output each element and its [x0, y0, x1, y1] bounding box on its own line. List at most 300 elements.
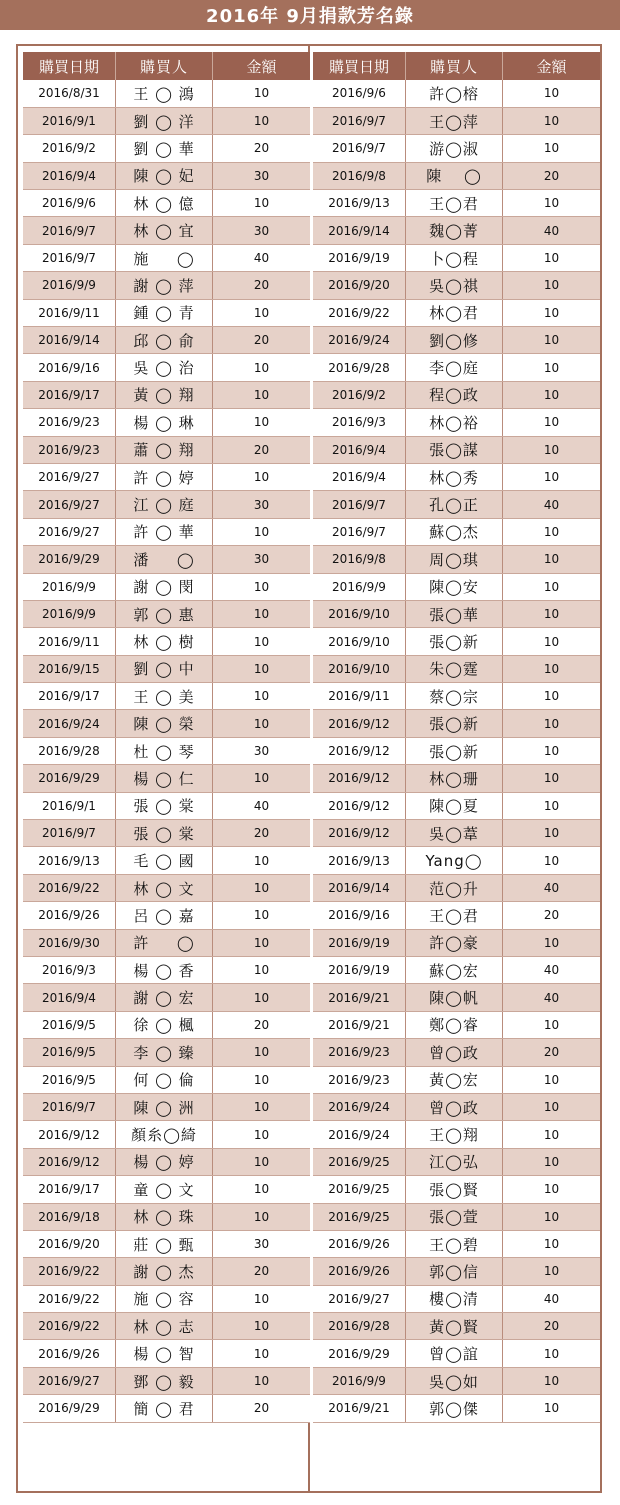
amount-cell: 10	[503, 327, 601, 354]
amount-cell: 10	[213, 573, 311, 600]
table-row	[23, 765, 310, 792]
table-row	[313, 217, 600, 244]
table-row	[23, 655, 310, 682]
donor-cell: 王◯君	[406, 902, 503, 929]
amount-cell: 10	[213, 847, 311, 874]
table-row	[23, 1258, 310, 1285]
table-row	[313, 1340, 600, 1367]
donor-cell: Yang◯	[406, 847, 503, 874]
date-cell: 2016/9/29	[23, 546, 116, 573]
donor-cell: 蔡◯宗	[406, 683, 503, 710]
date-cell: 2016/9/12	[23, 1121, 116, 1148]
amount-cell: 30	[213, 217, 311, 244]
donor-cell: 陳◯安	[406, 573, 503, 600]
date-cell: 2016/9/26	[313, 1230, 406, 1257]
date-cell: 2016/9/16	[23, 354, 116, 381]
donor-cell: 黃 ◯ 翔	[116, 381, 213, 408]
donor-cell: 劉 ◯ 華	[116, 135, 213, 162]
amount-cell: 40	[503, 874, 601, 901]
date-cell: 2016/9/10	[313, 628, 406, 655]
donor-cell: 孔◯正	[406, 491, 503, 518]
date-cell: 2016/9/13	[313, 190, 406, 217]
donor-cell: 林 ◯ 文	[116, 874, 213, 901]
amount-cell: 40	[503, 1285, 601, 1312]
table-row	[23, 518, 310, 545]
table-row	[23, 217, 310, 244]
table-row	[313, 929, 600, 956]
date-cell: 2016/9/28	[313, 354, 406, 381]
donor-cell: 鄧 ◯ 毅	[116, 1367, 213, 1394]
donor-cell: 毛 ◯ 國	[116, 847, 213, 874]
table-row	[23, 354, 310, 381]
amount-cell: 10	[503, 190, 601, 217]
table-row	[23, 957, 310, 984]
amount-cell: 10	[503, 244, 601, 271]
donor-cell: 鄭◯睿	[406, 1011, 503, 1038]
amount-cell: 20	[213, 820, 311, 847]
table-row	[313, 299, 600, 326]
amount-cell: 10	[503, 628, 601, 655]
donor-cell: 曾◯誼	[406, 1340, 503, 1367]
date-cell: 2016/9/9	[313, 573, 406, 600]
date-cell: 2016/9/12	[313, 820, 406, 847]
table-row	[313, 1066, 600, 1093]
amount-cell: 40	[213, 792, 311, 819]
donor-cell: 鍾 ◯ 青	[116, 299, 213, 326]
amount-cell: 20	[213, 135, 311, 162]
date-cell: 2016/9/24	[23, 710, 116, 737]
donor-cell: 楊 ◯ 仁	[116, 765, 213, 792]
amount-cell: 20	[213, 327, 311, 354]
date-cell: 2016/9/14	[23, 327, 116, 354]
amount-cell: 10	[213, 1285, 311, 1312]
table-row	[23, 1203, 310, 1230]
amount-cell: 10	[503, 710, 601, 737]
donor-cell: 謝 ◯ 萍	[116, 272, 213, 299]
donor-cell: 張◯賢	[406, 1176, 503, 1203]
date-cell: 2016/9/11	[23, 299, 116, 326]
table-row	[313, 1258, 600, 1285]
donor-cell: 范◯升	[406, 874, 503, 901]
donor-cell: 許◯豪	[406, 929, 503, 956]
date-cell: 2016/9/22	[23, 874, 116, 901]
donor-cell: 林 ◯ 志	[116, 1313, 213, 1340]
donor-cell: 陳◯夏	[406, 792, 503, 819]
date-cell: 2016/9/9	[23, 573, 116, 600]
header-donor: 購買人	[406, 52, 503, 80]
date-cell: 2016/9/23	[23, 409, 116, 436]
table-row	[23, 463, 310, 490]
donor-cell: 莊 ◯ 甄	[116, 1230, 213, 1257]
date-cell: 2016/9/26	[23, 902, 116, 929]
table-row	[23, 80, 310, 107]
date-cell: 2016/9/6	[313, 80, 406, 107]
amount-cell: 10	[213, 107, 311, 134]
donor-cell: 林 ◯ 宜	[116, 217, 213, 244]
date-cell: 2016/9/9	[313, 1367, 406, 1394]
donor-cell: 樓◯清	[406, 1285, 503, 1312]
date-cell: 2016/9/5	[23, 1011, 116, 1038]
amount-cell: 10	[503, 1011, 601, 1038]
page-title: 2016年 9月捐款芳名錄	[0, 0, 620, 30]
donor-cell: 劉 ◯ 洋	[116, 107, 213, 134]
table-row	[313, 902, 600, 929]
amount-cell: 10	[503, 655, 601, 682]
table-row	[23, 1367, 310, 1394]
donor-cell: 施 ◯ 容	[116, 1285, 213, 1312]
date-cell: 2016/9/18	[23, 1203, 116, 1230]
amount-cell: 10	[503, 1340, 601, 1367]
amount-cell: 10	[213, 1313, 311, 1340]
amount-cell: 10	[503, 272, 601, 299]
donor-cell: 王 ◯ 美	[116, 683, 213, 710]
amount-cell: 10	[503, 792, 601, 819]
header-date: 購買日期	[23, 52, 116, 80]
donor-cell: 林◯珊	[406, 765, 503, 792]
date-cell: 2016/9/3	[313, 409, 406, 436]
amount-cell: 10	[503, 80, 601, 107]
donor-cell: 李 ◯ 臻	[116, 1039, 213, 1066]
donor-cell: 許 ◯ 婷	[116, 463, 213, 490]
table-row	[313, 655, 600, 682]
date-cell: 2016/9/29	[23, 1395, 116, 1422]
donation-table-left	[23, 52, 310, 1423]
date-cell: 2016/9/4	[23, 162, 116, 189]
table-row	[23, 874, 310, 901]
donor-cell: 江◯弘	[406, 1148, 503, 1175]
header-row	[23, 52, 310, 80]
table-row	[313, 80, 600, 107]
donor-cell: 吳 ◯ 治	[116, 354, 213, 381]
table-row	[313, 1395, 600, 1422]
amount-cell: 10	[213, 80, 311, 107]
date-cell: 2016/9/13	[313, 847, 406, 874]
donor-cell: 林 ◯ 樹	[116, 628, 213, 655]
amount-cell: 10	[503, 1230, 601, 1257]
amount-cell: 10	[503, 765, 601, 792]
amount-cell: 20	[503, 1039, 601, 1066]
amount-cell: 20	[503, 902, 601, 929]
amount-cell: 10	[503, 1121, 601, 1148]
date-cell: 2016/9/7	[313, 491, 406, 518]
donor-cell: 劉◯修	[406, 327, 503, 354]
donor-cell: 卜◯程	[406, 244, 503, 271]
date-cell: 2016/9/22	[23, 1285, 116, 1312]
amount-cell: 10	[503, 518, 601, 545]
amount-cell: 10	[213, 1039, 311, 1066]
donor-cell: 王◯君	[406, 190, 503, 217]
date-cell: 2016/9/26	[23, 1340, 116, 1367]
amount-cell: 10	[213, 299, 311, 326]
donor-cell: 朱◯霆	[406, 655, 503, 682]
table-row	[23, 272, 310, 299]
donor-cell: 劉 ◯ 中	[116, 655, 213, 682]
table-row	[23, 1039, 310, 1066]
table-row	[23, 1176, 310, 1203]
date-cell: 2016/9/22	[23, 1313, 116, 1340]
date-cell: 2016/9/5	[23, 1066, 116, 1093]
amount-cell: 10	[503, 107, 601, 134]
date-cell: 2016/9/19	[313, 957, 406, 984]
donor-cell: 周◯琪	[406, 546, 503, 573]
amount-cell: 10	[213, 1093, 311, 1120]
amount-cell: 10	[503, 929, 601, 956]
date-cell: 2016/9/22	[23, 1258, 116, 1285]
date-cell: 2016/9/12	[23, 1148, 116, 1175]
amount-cell: 10	[503, 381, 601, 408]
donor-cell: 林◯君	[406, 299, 503, 326]
amount-cell: 10	[503, 1176, 601, 1203]
date-cell: 2016/9/29	[313, 1340, 406, 1367]
donor-cell: 吳◯葦	[406, 820, 503, 847]
table-row	[313, 737, 600, 764]
table-row	[23, 491, 310, 518]
donor-cell: 張◯新	[406, 737, 503, 764]
amount-cell: 10	[213, 628, 311, 655]
date-cell: 2016/9/26	[313, 1258, 406, 1285]
date-cell: 2016/9/30	[23, 929, 116, 956]
amount-cell: 10	[213, 381, 311, 408]
amount-cell: 20	[213, 272, 311, 299]
amount-cell: 20	[503, 162, 601, 189]
table-row	[313, 107, 600, 134]
donor-cell: 杜 ◯ 琴	[116, 737, 213, 764]
table-row	[23, 929, 310, 956]
date-cell: 2016/9/23	[313, 1066, 406, 1093]
table-row	[313, 1039, 600, 1066]
donor-cell: 許◯榕	[406, 80, 503, 107]
date-cell: 2016/9/19	[313, 929, 406, 956]
date-cell: 2016/9/7	[23, 217, 116, 244]
amount-cell: 10	[213, 409, 311, 436]
date-cell: 2016/9/16	[313, 902, 406, 929]
table-row	[313, 1093, 600, 1120]
table-row	[313, 820, 600, 847]
table-row	[23, 244, 310, 271]
table-row	[313, 491, 600, 518]
date-cell: 2016/9/8	[313, 546, 406, 573]
date-cell: 2016/9/17	[23, 1176, 116, 1203]
donor-cell: 蕭 ◯ 翔	[116, 436, 213, 463]
table-row	[23, 847, 310, 874]
donor-cell: 吳◯祺	[406, 272, 503, 299]
amount-cell: 10	[213, 1066, 311, 1093]
amount-cell: 10	[213, 957, 311, 984]
date-cell: 2016/9/1	[23, 107, 116, 134]
donor-cell: 林 ◯ 億	[116, 190, 213, 217]
date-cell: 2016/9/12	[313, 792, 406, 819]
amount-cell: 10	[213, 710, 311, 737]
table-row	[23, 737, 310, 764]
date-cell: 2016/9/7	[313, 135, 406, 162]
amount-cell: 10	[213, 190, 311, 217]
date-cell: 2016/9/10	[313, 600, 406, 627]
date-cell: 2016/9/2	[23, 135, 116, 162]
amount-cell: 10	[503, 299, 601, 326]
amount-cell: 10	[503, 463, 601, 490]
donor-cell: 施 ◯	[116, 244, 213, 271]
date-cell: 2016/9/27	[23, 518, 116, 545]
table-row	[23, 820, 310, 847]
donor-cell: 謝 ◯ 閔	[116, 573, 213, 600]
amount-cell: 10	[503, 135, 601, 162]
table-row	[23, 1340, 310, 1367]
date-cell: 2016/9/21	[313, 984, 406, 1011]
date-cell: 2016/9/12	[313, 737, 406, 764]
amount-cell: 10	[503, 354, 601, 381]
table-row	[313, 1285, 600, 1312]
date-cell: 2016/9/7	[313, 518, 406, 545]
donor-cell: 郭 ◯ 惠	[116, 600, 213, 627]
amount-cell: 10	[503, 1258, 601, 1285]
amount-cell: 30	[213, 1230, 311, 1257]
donor-cell: 許 ◯	[116, 929, 213, 956]
amount-cell: 10	[503, 820, 601, 847]
donor-cell: 潘 ◯	[116, 546, 213, 573]
amount-cell: 10	[213, 463, 311, 490]
amount-cell: 30	[213, 546, 311, 573]
table-row	[23, 190, 310, 217]
date-cell: 2016/9/25	[313, 1176, 406, 1203]
date-cell: 2016/8/31	[23, 80, 116, 107]
table-row	[23, 1093, 310, 1120]
table-row	[313, 409, 600, 436]
donor-cell: 王◯碧	[406, 1230, 503, 1257]
table-row	[313, 354, 600, 381]
amount-cell: 10	[503, 546, 601, 573]
table-row	[23, 1121, 310, 1148]
donor-cell: 簡 ◯ 君	[116, 1395, 213, 1422]
amount-cell: 10	[503, 436, 601, 463]
amount-cell: 10	[503, 847, 601, 874]
header-donor: 購買人	[116, 52, 213, 80]
date-cell: 2016/9/15	[23, 655, 116, 682]
table-row	[23, 436, 310, 463]
donor-cell: 何 ◯ 倫	[116, 1066, 213, 1093]
amount-cell: 10	[503, 573, 601, 600]
amount-cell: 10	[213, 984, 311, 1011]
donor-cell: 陳 ◯ 洲	[116, 1093, 213, 1120]
date-cell: 2016/9/10	[313, 655, 406, 682]
date-cell: 2016/9/27	[23, 1367, 116, 1394]
donor-cell: 張◯新	[406, 628, 503, 655]
donor-cell: 曾◯政	[406, 1039, 503, 1066]
date-cell: 2016/9/6	[23, 190, 116, 217]
table-row	[313, 135, 600, 162]
donor-cell: 顏糸◯綺	[116, 1121, 213, 1148]
donor-cell: 楊 ◯ 琳	[116, 409, 213, 436]
date-cell: 2016/9/8	[313, 162, 406, 189]
table-row	[23, 327, 310, 354]
donor-cell: 楊 ◯ 香	[116, 957, 213, 984]
table-row	[313, 546, 600, 573]
date-cell: 2016/9/24	[313, 1093, 406, 1120]
date-cell: 2016/9/20	[313, 272, 406, 299]
date-cell: 2016/9/28	[313, 1313, 406, 1340]
date-cell: 2016/9/27	[23, 491, 116, 518]
donor-cell: 呂 ◯ 嘉	[116, 902, 213, 929]
donor-cell: 張◯萱	[406, 1203, 503, 1230]
table-row	[313, 244, 600, 271]
table-row	[23, 1148, 310, 1175]
date-cell: 2016/9/29	[23, 765, 116, 792]
donor-cell: 林◯秀	[406, 463, 503, 490]
date-cell: 2016/9/5	[23, 1039, 116, 1066]
table-row	[313, 327, 600, 354]
amount-cell: 40	[503, 491, 601, 518]
donor-cell: 黃◯賢	[406, 1313, 503, 1340]
donor-cell: 吳◯如	[406, 1367, 503, 1394]
table-row	[23, 984, 310, 1011]
amount-cell: 10	[503, 1093, 601, 1120]
amount-cell: 10	[503, 1395, 601, 1422]
table-row	[23, 1395, 310, 1422]
date-cell: 2016/9/24	[313, 1121, 406, 1148]
date-cell: 2016/9/20	[23, 1230, 116, 1257]
amount-cell: 10	[213, 929, 311, 956]
date-cell: 2016/9/4	[313, 436, 406, 463]
amount-cell: 10	[503, 600, 601, 627]
date-cell: 2016/9/4	[313, 463, 406, 490]
donor-cell: 蘇◯杰	[406, 518, 503, 545]
donor-cell: 楊 ◯ 智	[116, 1340, 213, 1367]
donor-cell: 曾◯政	[406, 1093, 503, 1120]
table-row	[23, 1230, 310, 1257]
date-cell: 2016/9/12	[313, 765, 406, 792]
date-cell: 2016/9/7	[23, 244, 116, 271]
donor-cell: 陳 ◯ 榮	[116, 710, 213, 737]
amount-cell: 10	[213, 874, 311, 901]
donor-cell: 王 ◯ 鴻	[116, 80, 213, 107]
amount-cell: 30	[213, 162, 311, 189]
table-row	[313, 190, 600, 217]
table-row	[23, 162, 310, 189]
amount-cell: 10	[213, 1367, 311, 1394]
table-row	[23, 683, 310, 710]
table-row	[313, 710, 600, 737]
donor-cell: 謝 ◯ 宏	[116, 984, 213, 1011]
date-cell: 2016/9/13	[23, 847, 116, 874]
date-cell: 2016/9/4	[23, 984, 116, 1011]
table-row	[23, 1066, 310, 1093]
table-row	[313, 1148, 600, 1175]
amount-cell: 10	[213, 1148, 311, 1175]
amount-cell: 10	[213, 765, 311, 792]
table-row	[313, 1176, 600, 1203]
table-row	[313, 1203, 600, 1230]
table-row	[313, 683, 600, 710]
donor-cell: 許 ◯ 華	[116, 518, 213, 545]
donor-cell: 蘇◯宏	[406, 957, 503, 984]
date-cell: 2016/9/28	[23, 737, 116, 764]
header-date: 購買日期	[313, 52, 406, 80]
donor-cell: 李◯庭	[406, 354, 503, 381]
date-cell: 2016/9/7	[23, 1093, 116, 1120]
amount-cell: 30	[213, 491, 311, 518]
amount-cell: 10	[213, 655, 311, 682]
amount-cell: 10	[503, 1367, 601, 1394]
donor-cell: 王◯翔	[406, 1121, 503, 1148]
amount-cell: 20	[213, 1011, 311, 1038]
date-cell: 2016/9/7	[313, 107, 406, 134]
table-row	[23, 710, 310, 737]
amount-cell: 20	[213, 436, 311, 463]
amount-cell: 10	[213, 600, 311, 627]
donor-cell: 張◯新	[406, 710, 503, 737]
table-row	[313, 436, 600, 463]
table-row	[23, 546, 310, 573]
amount-cell: 10	[213, 1203, 311, 1230]
